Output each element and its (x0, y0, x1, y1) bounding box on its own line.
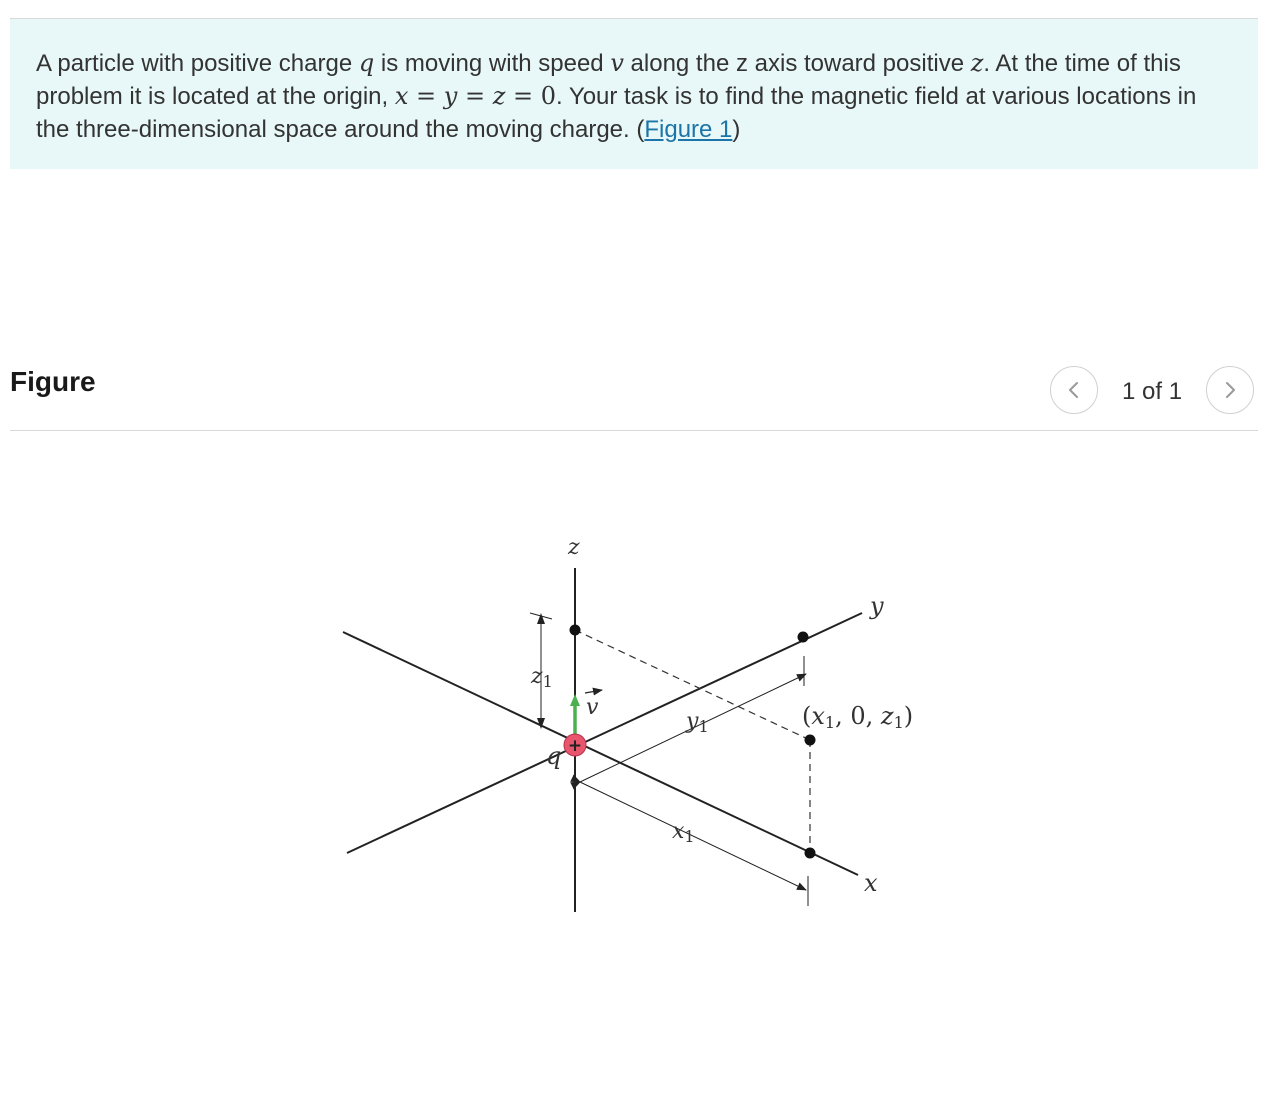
velocity-vector-bar (585, 690, 602, 693)
y-axis-label: y (870, 592, 884, 620)
charge-plus-sign: + (567, 736, 583, 756)
figure-heading: Figure (10, 366, 96, 397)
math-equation: x = y = z = (394, 82, 541, 110)
text-segment: is moving with speed (374, 50, 611, 77)
x-axis-label: x (864, 869, 878, 897)
math-z: z (970, 49, 984, 77)
text-segment: along the z axis toward positive (623, 50, 971, 77)
point-x1-0-z1 (805, 735, 816, 746)
z1-label: z1 (531, 664, 553, 691)
z1-arrow-top (537, 613, 545, 624)
text-segment: ) (732, 116, 741, 143)
y-axis-line (347, 613, 862, 853)
point-on-z-axis (570, 625, 581, 636)
z-axis-label: z (568, 535, 580, 560)
velocity-label: v (586, 695, 599, 720)
figure-1-link[interactable]: Figure 1 (644, 116, 733, 143)
x1-label: x1 (672, 819, 695, 846)
math-v: v (610, 49, 624, 77)
y1-label: y1 (686, 709, 709, 736)
point-coordinates-label: (x1, 0, z1) (802, 702, 914, 732)
math-q: q (358, 49, 375, 77)
charge-label: q (546, 742, 562, 770)
point-on-y-axis (798, 632, 809, 643)
math-zero: 0 (540, 82, 556, 110)
point-on-x-axis (805, 848, 816, 859)
x-axis-line (343, 632, 858, 875)
text-segment: . At the time of this problem it is located at the origin, (36, 50, 1181, 110)
text-segment: . Your task is to find the magnetic field at various locations in the three-dimensional space around the moving charge. ( (36, 83, 1197, 143)
figure-count: 1 of 1 (1122, 378, 1183, 405)
text-segment: A particle with positive charge (36, 50, 359, 77)
